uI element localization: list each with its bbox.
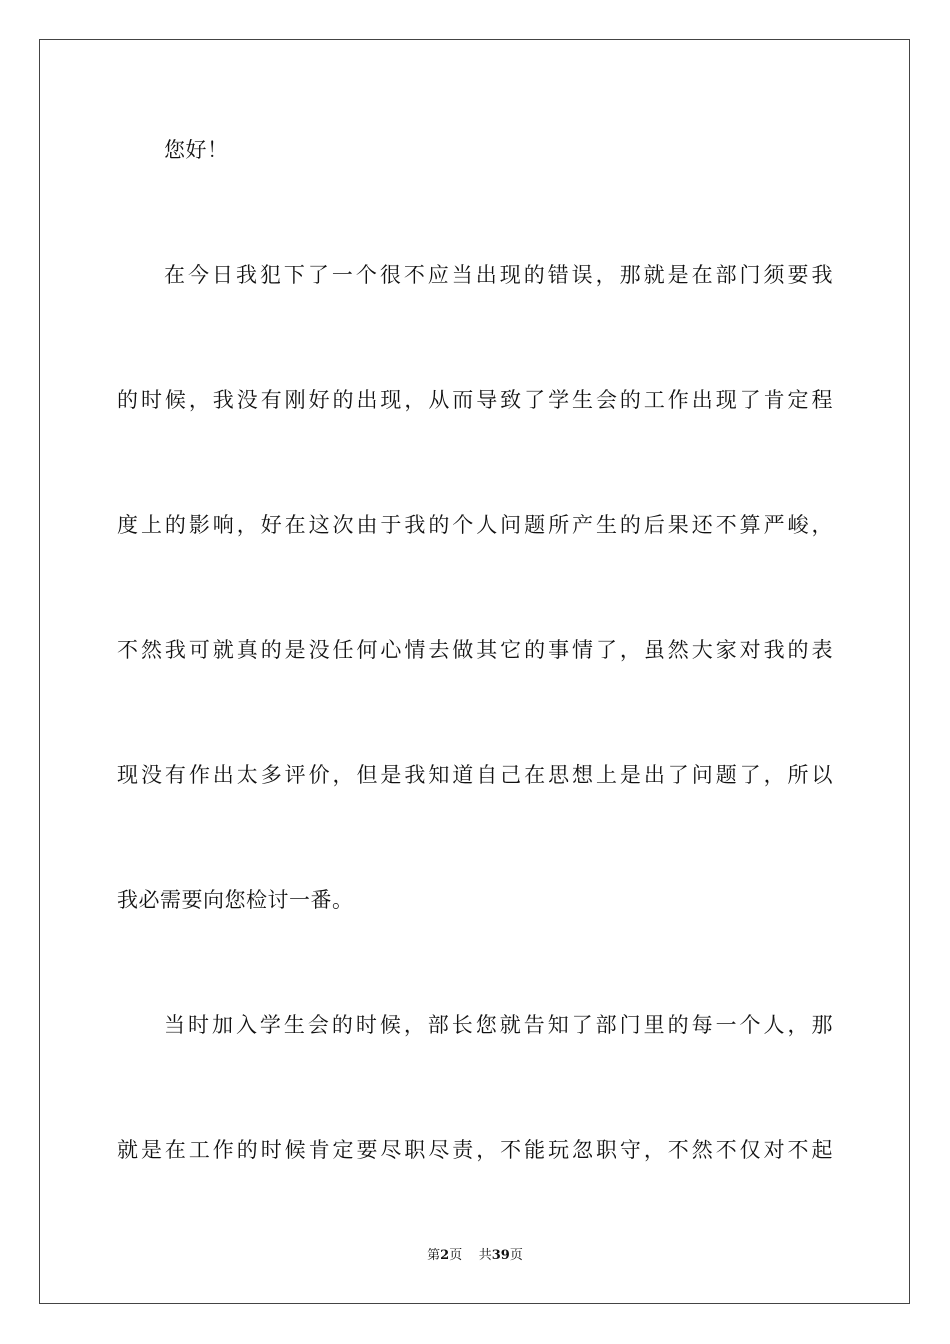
paragraph-1-line-1: 在今日我犯下了一个很不应当出现的错误，那就是在部门须要我 (164, 263, 833, 287)
footer-total-prefix: 共 (478, 1248, 492, 1263)
paragraph-1-line-5: 现没有作出太多评价，但是我知道自己在思想上是出了问题了，所以 (117, 763, 833, 787)
page-number-footer (0, 1248, 950, 1264)
paragraph-1-line-3: 度上的影响，好在这次由于我的个人问题所产生的后果还不算严峻， (117, 513, 833, 537)
footer-total-suffix: 页 (509, 1248, 523, 1263)
paragraph-2-line-1: 当时加入学生会的时候，部长您就告知了部门里的每一个人，那 (164, 1013, 833, 1037)
footer-total-pages: 39 (491, 1248, 510, 1263)
paragraph-1-line-6: 我必需要向您检讨一番。 (117, 888, 354, 912)
footer-current-page: 2 (440, 1248, 450, 1263)
greeting-line: 您好！ (164, 138, 229, 162)
footer-page-prefix: 第 (427, 1248, 441, 1263)
footer-page-suffix: 页 (449, 1248, 463, 1263)
paragraph-2-line-2: 就是在工作的时候肯定要尽职尽责，不能玩忽职守，不然不仅对不起 (117, 1138, 833, 1162)
paragraph-1-line-4: 不然我可就真的是没任何心情去做其它的事情了，虽然大家对我的表 (117, 638, 833, 662)
paragraph-1-line-2: 的时候，我没有刚好的出现，从而导致了学生会的工作出现了肯定程 (117, 388, 833, 412)
page-border (39, 39, 910, 1304)
